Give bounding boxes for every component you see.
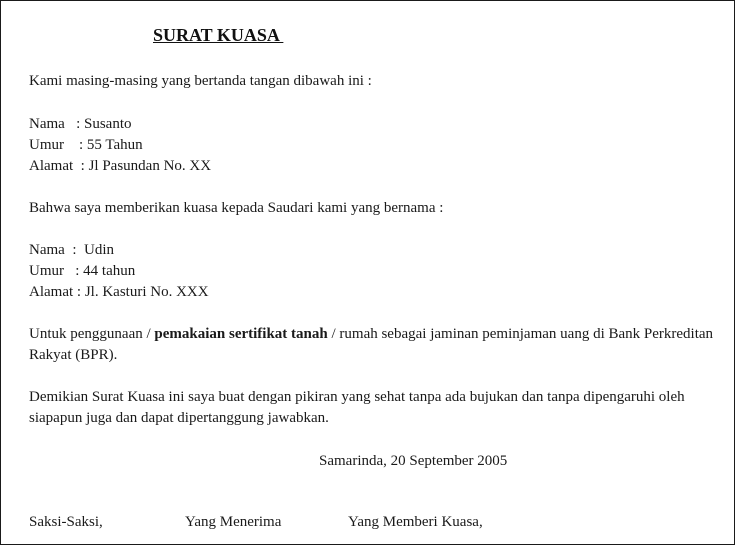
grantor-address: Alamat : Jl Pasundan No. XX — [29, 158, 212, 174]
grantee-address: Alamat : Jl. Kasturi No. XXX — [29, 284, 209, 300]
receiver-label: Yang Menerima — [185, 514, 282, 530]
power-of-attorney-document — [1, 1, 734, 544]
statement-line: Bahwa saya memberikan kuasa kepada Saudari kami yang bernama : — [29, 200, 444, 216]
grantee-age: Umur : 44 tahun — [29, 263, 136, 279]
closing-paragraph: Demikian Surat Kuasa ini saya buat dengan pikiran yang sehat tanpa ada bujukan dan tanpa dipengaruhi oleh siapapun juga dan dapat dipertanggung jawabkan. — [29, 389, 685, 426]
witnesses-label: Saksi-Saksi, — [29, 514, 103, 530]
purpose-suffix: / rumah sebagai jaminan peminjaman uang di Bank Perkreditan Rakyat (BPR). — [29, 326, 714, 363]
giver-label: Yang Memberi Kuasa, — [348, 514, 483, 530]
place-date: Samarinda, 20 September 2005 — [319, 453, 508, 469]
purpose-paragraph — [29, 324, 719, 366]
intro-line: Kami masing-masing yang bertanda tangan dibawah ini : — [29, 73, 372, 89]
document-title: SURAT KUASA — [153, 25, 284, 45]
grantor-age: Umur : 55 Tahun — [29, 137, 143, 153]
purpose-prefix: Untuk penggunaan / — [29, 326, 155, 342]
grantee-name: Nama : Udin — [29, 242, 114, 258]
purpose-bold: pemakaian sertifikat tanah — [154, 326, 328, 342]
grantor-name: Nama : Susanto — [29, 116, 132, 132]
